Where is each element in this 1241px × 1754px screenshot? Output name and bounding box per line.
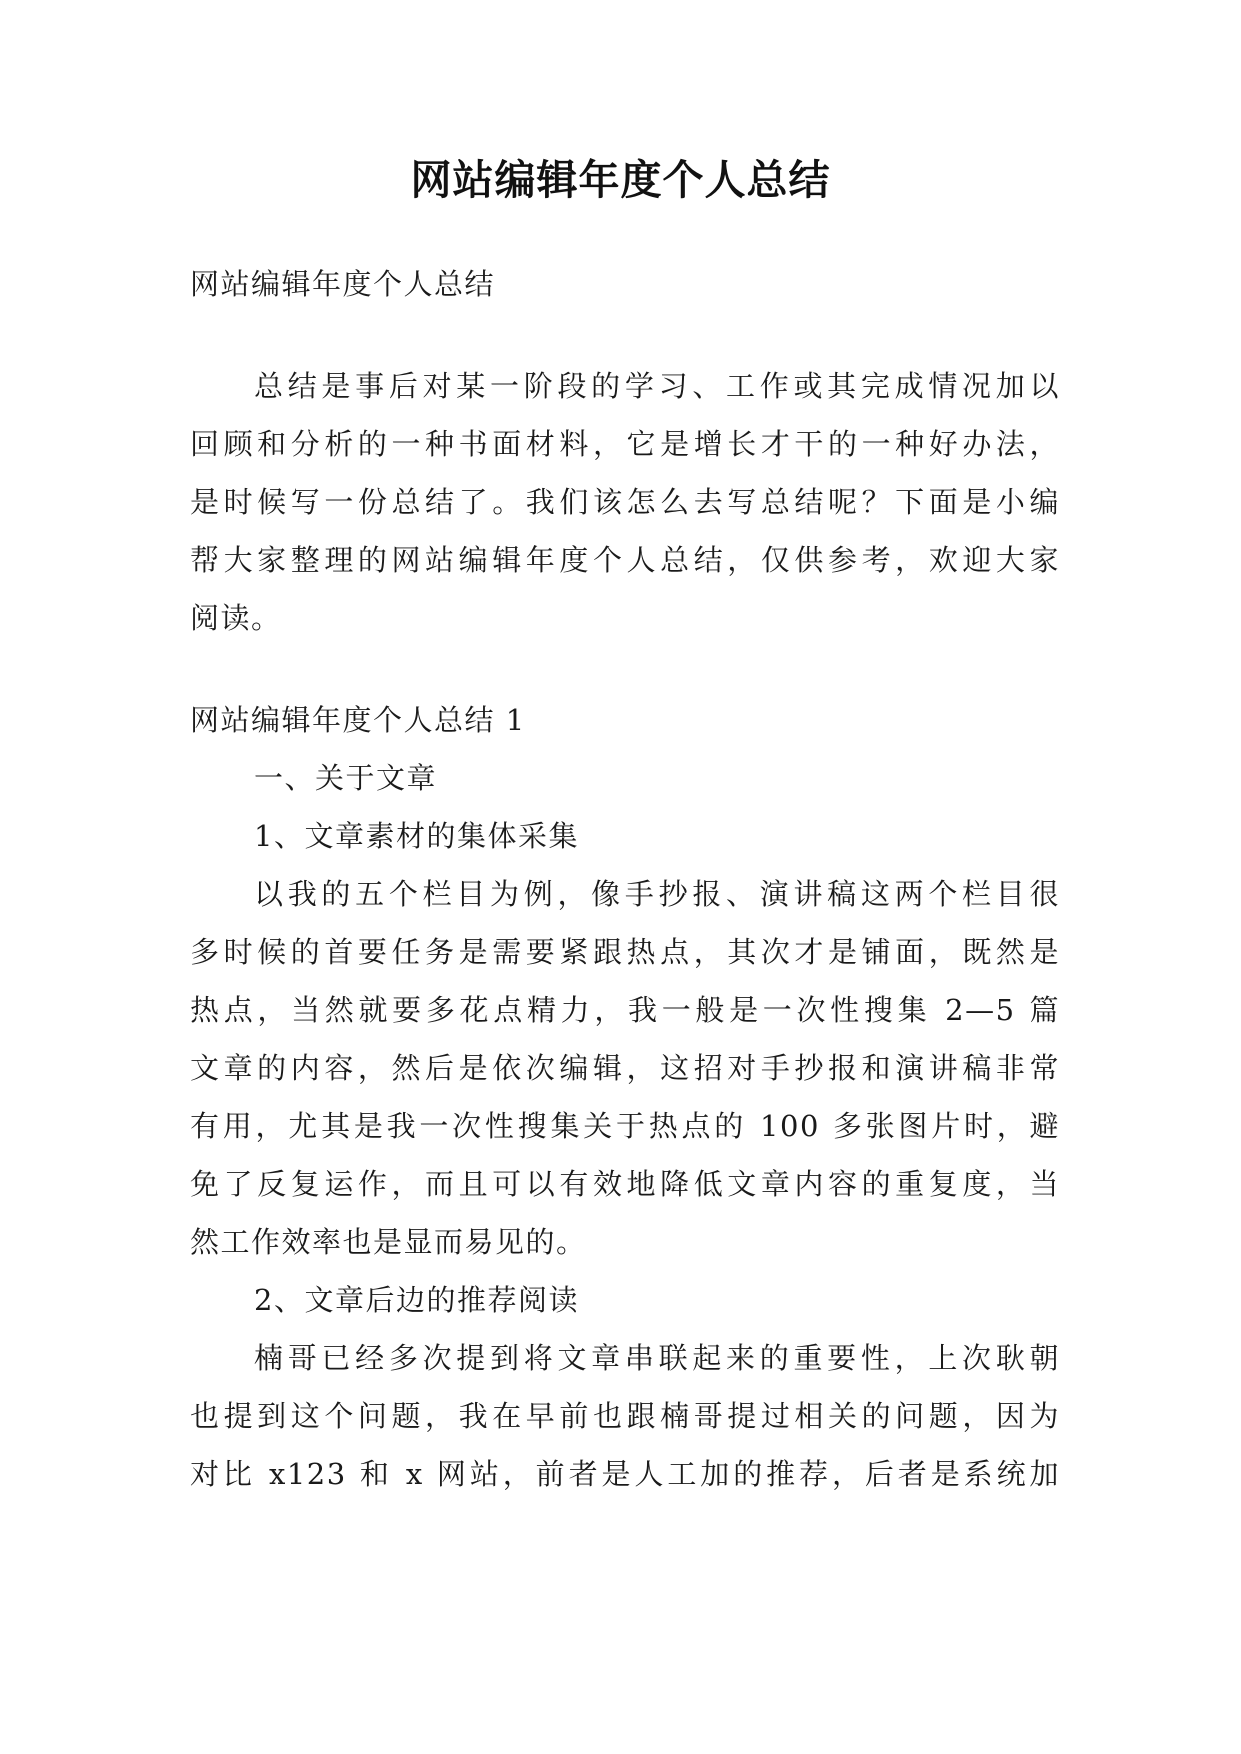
intro-line: 回顾和分析的一种书面材料，它是增长才干的一种好办法， [190, 427, 1060, 461]
document-title: 网站编辑年度个人总结 [410, 156, 831, 204]
document-subtitle: 网站编辑年度个人总结 [190, 267, 496, 301]
intro-line: 阅读。 [190, 601, 282, 635]
intro-line: 帮大家整理的网站编辑年度个人总结，仅供参考，欢迎大家 [190, 543, 1060, 577]
paragraph-line: 对比 x123 和 x 网站，前者是人工加的推荐，后者是系统加 [190, 1457, 1060, 1491]
subsection-heading: 2、文章后边的推荐阅读 [254, 1283, 579, 1317]
paragraph-line: 免了反复运作，而且可以有效地降低文章内容的重复度，当 [190, 1167, 1060, 1201]
paragraph-line: 热点，当然就要多花点精力，我一般是一次性搜集 2—5 篇 [190, 993, 1060, 1027]
intro-line: 总结是事后对某一阶段的学习、工作或其完成情况加以 [254, 369, 1060, 403]
paragraph-line: 多时候的首要任务是需要紧跟热点，其次才是铺面，既然是 [190, 935, 1060, 969]
paragraph-line: 然工作效率也是显而易见的。 [190, 1225, 587, 1259]
section-heading: 一、关于文章 [254, 761, 438, 795]
subsection-heading: 1、文章素材的集体采集 [254, 819, 579, 853]
paragraph-line: 以我的五个栏目为例，像手抄报、演讲稿这两个栏目很 [254, 877, 1060, 911]
paragraph-line: 也提到这个问题，我在早前也跟楠哥提过相关的问题，因为 [190, 1399, 1060, 1433]
paragraph-line: 文章的内容，然后是依次编辑，这招对手抄报和演讲稿非常 [190, 1051, 1060, 1085]
intro-line: 是时候写一份总结了。我们该怎么去写总结呢？下面是小编 [190, 485, 1060, 519]
paragraph-line: 楠哥已经多次提到将文章串联起来的重要性，上次耿朝 [254, 1341, 1060, 1375]
paragraph-line: 有用，尤其是我一次性搜集关于热点的 100 多张图片时，避 [190, 1109, 1060, 1143]
section-title: 网站编辑年度个人总结 1 [190, 703, 526, 737]
